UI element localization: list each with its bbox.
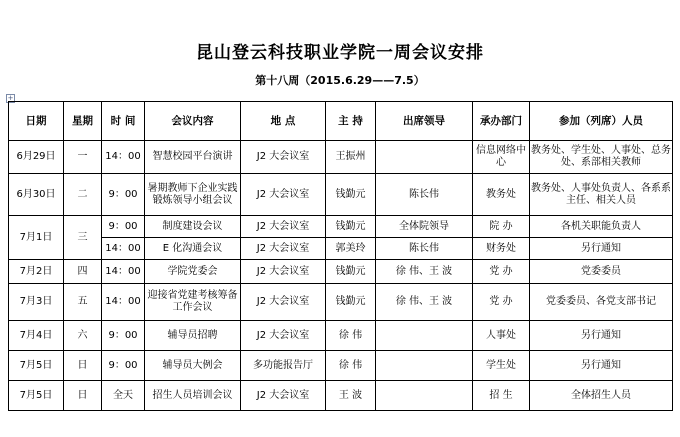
column-header: 承办部门	[473, 102, 530, 141]
host-cell: 徐 伟	[326, 321, 376, 351]
table-row	[9, 238, 673, 260]
location-cell: J2 大会议室	[241, 321, 326, 351]
leaders-cell	[376, 321, 473, 351]
host-cell: 王 波	[326, 381, 376, 411]
dept-cell: 人事处	[473, 321, 530, 351]
date-cell: 6月29日	[9, 141, 64, 174]
time-cell: 9：00	[102, 174, 145, 216]
content-cell: 学院党委会	[145, 260, 241, 284]
attendees-cell: 另行通知	[530, 321, 673, 351]
content-cell: 智慧校园平台演讲	[145, 141, 241, 174]
time-cell: 9：00	[102, 351, 145, 381]
time-cell: 14：00	[102, 141, 145, 174]
column-header: 会议内容	[145, 102, 241, 141]
weekday-cell: 六	[64, 321, 102, 351]
attendees-cell: 教务处、人事处负责人、各系系主任、相关人员	[530, 174, 673, 216]
table-row	[9, 284, 673, 321]
table-row	[9, 174, 673, 216]
content-cell: 暑期教师下企业实践锻炼领导小组会议	[145, 174, 241, 216]
dept-cell: 学生处	[473, 351, 530, 381]
table-header-row	[9, 102, 673, 141]
date-cell: 7月5日	[9, 381, 64, 411]
attendees-cell: 各机关职能负责人	[530, 216, 673, 238]
host-cell: 王振州	[326, 141, 376, 174]
column-header: 参加（列席）人员	[530, 102, 673, 141]
content-cell: 迎接省党建考核筹备工作会议	[145, 284, 241, 321]
location-cell: J2 大会议室	[241, 381, 326, 411]
table-row	[9, 141, 673, 174]
content-cell: 辅导员招聘	[145, 321, 241, 351]
dept-cell: 招 生	[473, 381, 530, 411]
location-cell: J2 大会议室	[241, 174, 326, 216]
leaders-cell	[376, 351, 473, 381]
weekday-cell: 五	[64, 284, 102, 321]
time-cell: 14：00	[102, 238, 145, 260]
leaders-cell	[376, 141, 473, 174]
leaders-cell: 徐 伟、王 波	[376, 284, 473, 321]
leaders-cell: 全体院领导	[376, 216, 473, 238]
dept-cell: 教务处	[473, 174, 530, 216]
attendees-cell: 另行通知	[530, 238, 673, 260]
leaders-cell: 徐 伟、王 波	[376, 260, 473, 284]
table-move-handle-icon[interactable]: +	[7, 94, 14, 102]
date-cell: 7月4日	[9, 321, 64, 351]
document-title: 昆山登云科技职业学院一周会议安排	[196, 43, 484, 63]
dept-cell: 党 办	[473, 260, 530, 284]
dept-cell: 财务处	[473, 238, 530, 260]
weekday-cell: 日	[64, 351, 102, 381]
dept-cell: 信息网络中心	[473, 141, 530, 174]
column-header: 出席领导	[376, 102, 473, 141]
table-row	[9, 216, 673, 238]
attendees-cell: 党委委员	[530, 260, 673, 284]
column-header: 时 间	[102, 102, 145, 141]
content-cell: 制度建设会议	[145, 216, 241, 238]
time-cell: 全天	[102, 381, 145, 411]
location-cell: J2 大会议室	[241, 284, 326, 321]
leaders-cell: 陈长伟	[376, 238, 473, 260]
dept-cell: 党 办	[473, 284, 530, 321]
weekday-cell: 一	[64, 141, 102, 174]
time-cell: 14：00	[102, 284, 145, 321]
location-cell: J2 大会议室	[241, 216, 326, 238]
weekday-cell: 二	[64, 174, 102, 216]
location-cell: J2 大会议室	[241, 141, 326, 174]
column-header: 星期	[64, 102, 102, 141]
column-header: 主 持	[326, 102, 376, 141]
content-cell: E 化沟通会议	[145, 238, 241, 260]
column-header: 日期	[9, 102, 64, 141]
date-cell: 7月1日	[9, 216, 64, 260]
date-cell: 7月5日	[9, 351, 64, 381]
table-row	[9, 351, 673, 381]
dept-cell: 院 办	[473, 216, 530, 238]
document-subtitle: 第十八周（2015.6.29——7.5）	[255, 74, 425, 87]
table-row	[9, 381, 673, 411]
host-cell: 钱勤元	[326, 216, 376, 238]
weekday-cell: 三	[64, 216, 102, 260]
host-cell: 郭美玲	[326, 238, 376, 260]
time-cell: 9：00	[102, 216, 145, 238]
host-cell: 钱勤元	[326, 260, 376, 284]
weekday-cell: 四	[64, 260, 102, 284]
location-cell: J2 大会议室	[241, 238, 326, 260]
attendees-cell: 党委委员、各党支部书记	[530, 284, 673, 321]
time-cell: 9：00	[102, 321, 145, 351]
location-cell: J2 大会议室	[241, 260, 326, 284]
attendees-cell: 教务处、学生处、人事处、总务处、系部相关教师	[530, 141, 673, 174]
time-cell: 14：00	[102, 260, 145, 284]
date-cell: 6月30日	[9, 174, 64, 216]
meeting-schedule-table	[8, 101, 673, 411]
date-cell: 7月3日	[9, 284, 64, 321]
leaders-cell: 陈长伟	[376, 174, 473, 216]
host-cell: 徐 伟	[326, 351, 376, 381]
date-cell: 7月2日	[9, 260, 64, 284]
table-row	[9, 321, 673, 351]
location-cell: 多功能报告厅	[241, 351, 326, 381]
weekday-cell: 日	[64, 381, 102, 411]
host-cell: 钱勤元	[326, 284, 376, 321]
host-cell: 钱勤元	[326, 174, 376, 216]
column-header: 地 点	[241, 102, 326, 141]
attendees-cell: 另行通知	[530, 351, 673, 381]
leaders-cell	[376, 381, 473, 411]
attendees-cell: 全体招生人员	[530, 381, 673, 411]
content-cell: 招生人员培训会议	[145, 381, 241, 411]
content-cell: 辅导员大例会	[145, 351, 241, 381]
table-row	[9, 260, 673, 284]
